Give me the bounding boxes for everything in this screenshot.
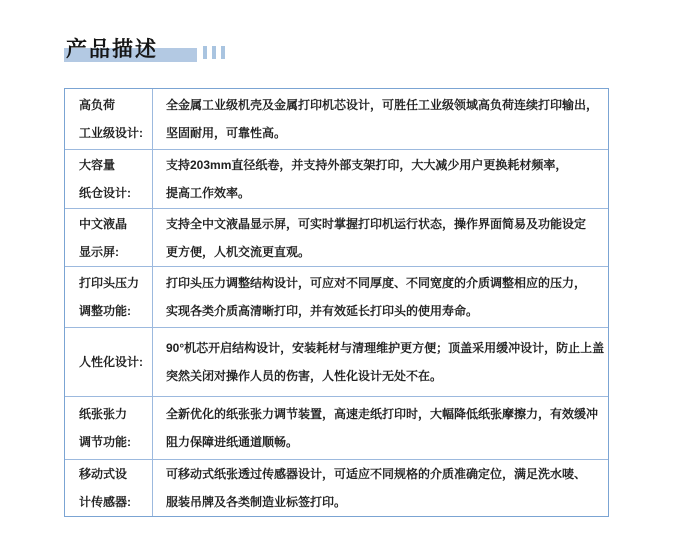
row-label (65, 150, 153, 208)
row-label-line: 移动式设 (79, 467, 128, 481)
row-label (65, 89, 153, 149)
row-label (65, 328, 153, 396)
row-content (153, 328, 612, 396)
row-label-line: 大容量 (79, 158, 116, 172)
row-content (153, 267, 608, 327)
row-content-line: 支持203mm直径纸卷，并支持外部支架打印，大大减少用户更换耗材频率， (166, 158, 568, 172)
row-label-line: 中文液晶 (79, 216, 128, 231)
row-content-line: 支持全中文液晶显示屏，可实时掌握打印机运行状态，操作界面简易及功能设定 (166, 216, 587, 231)
row-content (153, 397, 608, 459)
row-content-line: 更方便，人机交流更直观。 (166, 244, 311, 259)
accent-bar-icon (212, 46, 216, 59)
row-content-line: 90°机芯开启结构设计，安装耗材与清理维护更方便；顶盖采用缓冲设计，防止上盖 (166, 341, 605, 355)
row-label-line: 显示屏: (79, 244, 119, 259)
row-content-line: 突然关闭对操作人员的伤害，人性化设计无处不在。 (166, 369, 443, 383)
row-content-line: 提高工作效率。 (166, 186, 251, 200)
row-content-line: 坚固耐用，可靠性高。 (166, 126, 287, 140)
row-label-line: 工业级设计: (79, 126, 143, 140)
row-content-line: 阻力保障进纸通道顺畅。 (166, 435, 299, 449)
row-label-line: 调整功能: (79, 304, 131, 318)
row-content-line: 实现各类介质高清晰打印，并有效延长打印头的使用寿命。 (166, 304, 479, 318)
row-label-line: 纸仓设计: (79, 186, 131, 200)
row-label-line: 人性化设计: (79, 355, 143, 369)
accent-bar-icon (203, 46, 207, 59)
table-row (65, 208, 608, 266)
row-label-line: 调节功能: (79, 435, 131, 449)
table-row (65, 89, 608, 149)
row-label (65, 267, 153, 327)
row-content (153, 150, 608, 208)
row-content-line: 打印头压力调整结构设计，可应对不同厚度、不同宽度的介质调整相应的压力， (166, 276, 587, 290)
table-row (65, 266, 608, 327)
row-label (65, 397, 153, 459)
row-content (153, 89, 608, 149)
table-row (65, 149, 608, 208)
page-title: 产品描述 (66, 38, 158, 61)
row-label-line: 纸张张力 (79, 407, 128, 421)
table-row (65, 327, 608, 396)
table-row (65, 459, 608, 516)
row-label (65, 209, 153, 266)
row-content-line: 全新优化的纸张张力调节装置，高速走纸打印时，大幅降低纸张摩擦力，有效缓冲 (166, 407, 599, 421)
row-content-line: 服装吊牌及各类制造业标签打印。 (166, 495, 347, 509)
row-content-line: 全金属工业级机壳及金属打印机芯设计，可胜任工业级领域高负荷连续打印输出， (166, 98, 599, 112)
row-content-line: 可移动式纸张透过传感器设计，可适应不同规格的介质准确定位，满足洗水唛、 (166, 467, 587, 481)
table-row (65, 396, 608, 459)
row-label-line: 高负荷 (79, 98, 116, 112)
row-label-line: 打印头压力 (79, 276, 140, 290)
accent-bars-icon (203, 46, 225, 59)
row-label-line: 计传感器: (79, 495, 131, 509)
accent-bar-icon (221, 46, 225, 59)
row-label (65, 460, 153, 516)
product-description-table (64, 88, 609, 517)
header (0, 0, 673, 88)
row-content (153, 209, 608, 266)
row-content (153, 460, 608, 516)
